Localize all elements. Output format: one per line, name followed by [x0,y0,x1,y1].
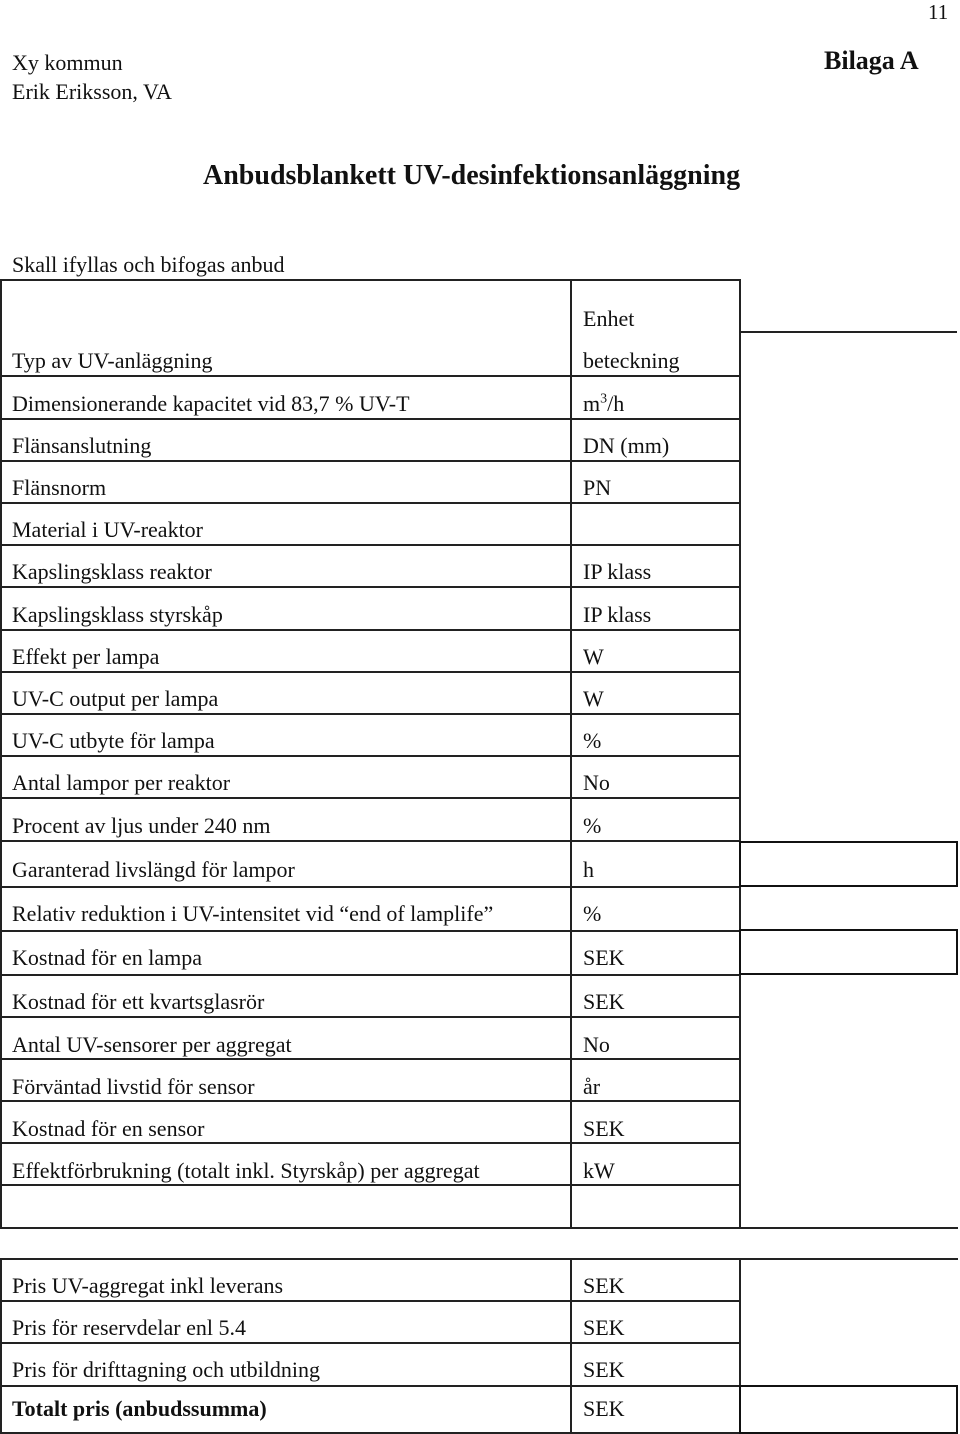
row-label: UV-C utbyte för lampa [12,728,215,753]
form-subtitle: Skall ifyllas och bifogas anbud [12,252,285,277]
row-unit: % [583,728,602,753]
row-label: Flänsanslutning [12,433,152,458]
price-row-unit: SEK [583,1273,625,1298]
price-row-unit: SEK [583,1315,625,1340]
form-title: Anbudsblankett UV-desinfektionsanläggning [203,160,741,191]
row-label: Antal UV-sensorer per aggregat [12,1032,292,1057]
row-label: Relativ reduktion i UV-intensitet vid “end of lamplife” [12,901,494,926]
row-label: Kostnad för en lampa [12,945,202,970]
row-divider [0,586,739,588]
row-divider [0,1058,739,1060]
row-label: Antal lampor per reaktor [12,770,231,795]
org-name: Xy kommun [12,50,123,75]
row-label: Effekt per lampa [12,644,160,669]
row-label: Flänsnorm [12,475,107,500]
row-unit: % [583,901,602,926]
row-label: Kostnad för ett kvartsglasrör [12,989,265,1014]
unit-header-line2: beteckning [583,348,680,373]
row-label: Förväntad livstid för sensor [12,1074,255,1099]
row-unit: h [583,857,594,882]
row-unit: SEK [583,989,625,1014]
row-divider [0,840,739,842]
row-unit: W [583,644,604,669]
row-unit: No [583,1032,610,1057]
lamp-cost-value-field[interactable] [739,929,958,975]
price-row-label: Pris för drifttagning och utbildning [12,1357,320,1382]
row-divider [0,1184,739,1186]
row-unit: SEK [583,1116,625,1141]
row-divider [0,755,739,757]
row-label: Effektförbrukning (totalt inkl. Styrskåp) per aggregat [12,1158,480,1183]
row-unit: SEK [583,945,625,970]
row-label: UV-C output per lampa [12,686,219,711]
row-divider [0,418,739,420]
row-label: Kapslingsklass reaktor [12,559,212,584]
row-divider [0,930,739,932]
row-divider [0,375,739,377]
price-row-label: Pris UV-aggregat inkl leverans [12,1273,284,1298]
author-name: Erik Eriksson, VA [12,79,172,104]
row-unit: kW [583,1158,615,1183]
row-unit: $m^3/h$ [583,391,625,416]
total-price-unit: SEK [583,1396,625,1421]
row-divider [0,886,739,888]
row-unit: PN [583,475,612,500]
row-label: Dimensionerande kapacitet vid 83,7 % UV-T [12,391,410,416]
row-label: Kostnad för en sensor [12,1116,205,1141]
row-divider [0,974,739,976]
total-price-value-field[interactable] [739,1385,958,1434]
row-unit: W [583,686,604,711]
row-divider [0,460,739,462]
row-divider [0,544,739,546]
row-unit: år [583,1074,601,1099]
row-unit: IP klass [583,559,652,584]
row-unit: No [583,770,610,795]
page-number: 11 [928,0,949,24]
unit-header-line1: Enhet [583,306,635,331]
row-divider [0,1142,739,1144]
row-divider [0,1016,739,1018]
row-label: Kapslingsklass styrskåp [12,602,223,627]
row-unit: IP klass [583,602,652,627]
total-price-label: Totalt pris (anbudssumma) [12,1396,267,1421]
row-label: Typ av UV-anläggning [12,348,213,373]
row-label: Garanterad livslängd för lampor [12,857,295,882]
row-divider [0,671,739,673]
price-row-label: Pris för reservdelar enl 5.4 [12,1315,246,1340]
row-label: Material i UV-reaktor [12,517,204,542]
row-divider [0,1100,739,1102]
row-divider [0,713,739,715]
row-divider [0,629,739,631]
row-unit: % [583,813,602,838]
row-divider [0,502,739,504]
lifetime-value-field[interactable] [739,841,958,887]
appendix-label: Bilaga A [824,46,919,75]
row-label: Procent av ljus under 240 nm [12,813,271,838]
row-divider [0,797,739,799]
price-row-unit: SEK [583,1357,625,1382]
row-unit: DN (mm) [583,433,670,458]
